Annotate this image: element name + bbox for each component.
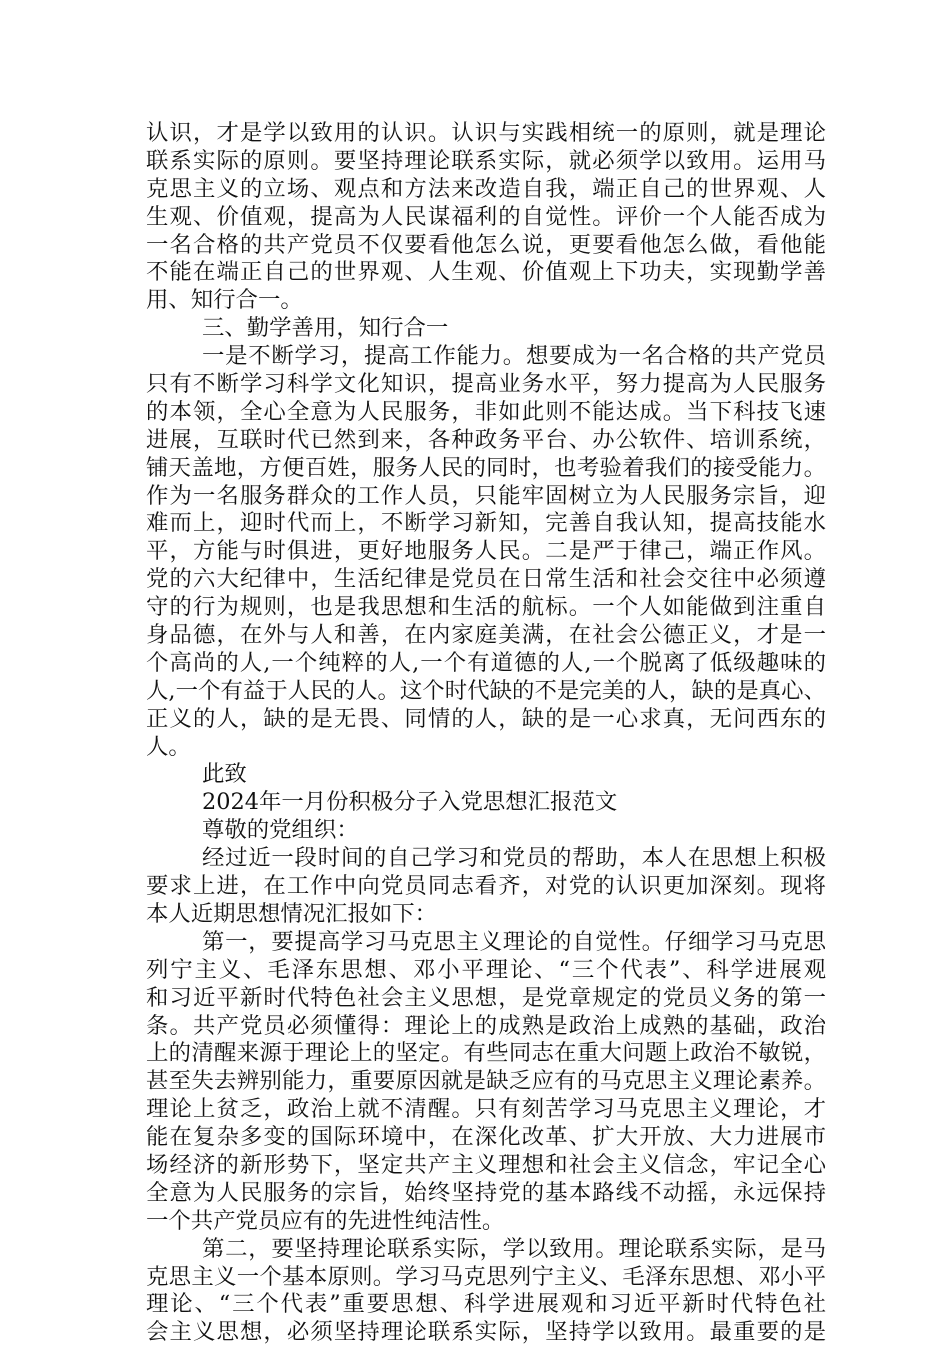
text-line: 正义的人，缺的是无畏、同情的人，缺的是一心求真，无问西东的 — [146, 705, 826, 732]
text-line: 全意为人民服务的宗旨，始终坚持党的基本路线不动摇，永远保持 — [146, 1179, 826, 1206]
text-line: 一个共产党员应有的先进性纯洁性。 — [146, 1207, 505, 1234]
text-line: 平，方能与时俱进，更好地服务人民。二是严于律己，端正作风。 — [146, 538, 826, 565]
text-line: 一名合格的共产党员不仅要看他怎么说，更要看他怎么做，看他能 — [146, 231, 826, 258]
text-line: 只有不断学习科学文化知识，提高业务水平，努力提高为人民服务 — [146, 371, 826, 398]
text-line: 一是不断学习，提高工作能力。想要成为一名合格的共产党员 — [202, 343, 826, 370]
text-line: 理论上贫乏，政治上就不清醒。只有刻苦学习马克思主义理论，才 — [146, 1096, 826, 1123]
text-line: 会主义思想，必须坚持理论联系实际，坚持学以致用。最重要的是 — [146, 1319, 826, 1346]
text-line: 甚至失去辨别能力，重要原因就是缺乏应有的马克思主义理论素养。 — [146, 1068, 826, 1095]
text-line: 党的六大纪律中，生活纪律是党员在日常生活和社会交往中必须遵 — [146, 566, 826, 593]
text-line: 不能在端正自己的世界观、人生观、价值观上下功夫，实现勤学善 — [146, 259, 826, 286]
text-line: 进展，互联时代已然到来，各种政务平台、办公软件、培训系统， — [146, 426, 826, 453]
text-line: 作为一名服务群众的工作人员，只能牢固树立为人民服务宗旨，迎 — [146, 482, 826, 509]
text-line: 第一，要提高学习马克思主义理论的自觉性。仔细学习马克思 — [202, 928, 826, 955]
text-line: 第二，要坚持理论联系实际，学以致用。理论联系实际，是马 — [202, 1235, 826, 1262]
text-line: 列宁主义、毛泽东思想、邓小平理论、“三个代表”、科学进展观 — [146, 956, 826, 983]
text-line: 认识，才是学以致用的认识。认识与实践相统一的原则，就是理论 — [146, 120, 826, 146]
text-line: 此致 — [202, 761, 247, 788]
text-line: 难而上，迎时代而上，不断学习新知，完善自我认知，提高技能水 — [146, 510, 826, 537]
text-line: 用、知行合一。 — [146, 287, 303, 314]
text-line: 个高尚的人,一个纯粹的人,一个有道德的人,一个脱离了低级趣味的 — [146, 649, 826, 676]
text-line: 上的清醒来源于理论上的坚定。有些同志在重大问题上政治不敏锐， — [146, 1040, 826, 1067]
text-line: 身品德，在外与人和善，在内家庭美满，在社会公德正义，才是一 — [146, 622, 826, 649]
text-line: 的本领，全心全意为人民服务，非如此则不能达成。当下科技飞速 — [146, 398, 826, 425]
text-line: 克思主义的立场、观点和方法来改造自我，端正自己的世界观、人 — [146, 175, 826, 202]
text-line: 生观、价值观，提高为人民谋福利的自觉性。评价一个人能否成为 — [146, 203, 826, 230]
text-line: 条。共产党员必须懂得：理论上的成熟是政治上成熟的基础，政治 — [146, 1012, 826, 1039]
text-line: 经过近一段时间的自己学习和党员的帮助，本人在思想上积极 — [202, 845, 826, 872]
text-line: 人。 — [146, 733, 191, 760]
text-line: 守的行为规则，也是我思想和生活的航标。一个人如能做到注重自 — [146, 594, 826, 621]
text-line: 克思主义一个基本原则。学习马克思列宁主义、毛泽东思想、邓小平 — [146, 1263, 826, 1290]
text-line: 理论、“三个代表”重要思想、科学进展观和习近平新时代特色社 — [146, 1291, 826, 1318]
text-line: 三、勤学善用，知行合一 — [202, 315, 449, 342]
text-line: 人,一个有益于人民的人。这个时代缺的不是完美的人，缺的是真心、 — [146, 677, 826, 704]
document-page — [146, 120, 826, 1347]
text-line: 能在复杂多变的国际环境中，在深化改革、扩大开放、大力进展市 — [146, 1124, 826, 1151]
text-line: 尊敬的党组织： — [202, 817, 359, 844]
text-line: 场经济的新形势下，坚定共产主义理想和社会主义信念，牢记全心 — [146, 1151, 826, 1178]
text-line: 要求上进，在工作中向党员同志看齐，对党的认识更加深刻。现将 — [146, 873, 826, 900]
text-line: 和习近平新时代特色社会主义思想，是党章规定的党员义务的第一 — [146, 984, 826, 1011]
text-line: 联系实际的原则。要坚持理论联系实际，就必须学以致用。运用马 — [146, 147, 826, 174]
text-line: 2024年一月份积极分子入党思想汇报范文 — [202, 789, 618, 816]
text-line: 本人近期思想情况汇报如下： — [146, 900, 438, 927]
text-line: 铺天盖地，方便百姓，服务人民的同时，也考验着我们的接受能力。 — [146, 454, 826, 481]
